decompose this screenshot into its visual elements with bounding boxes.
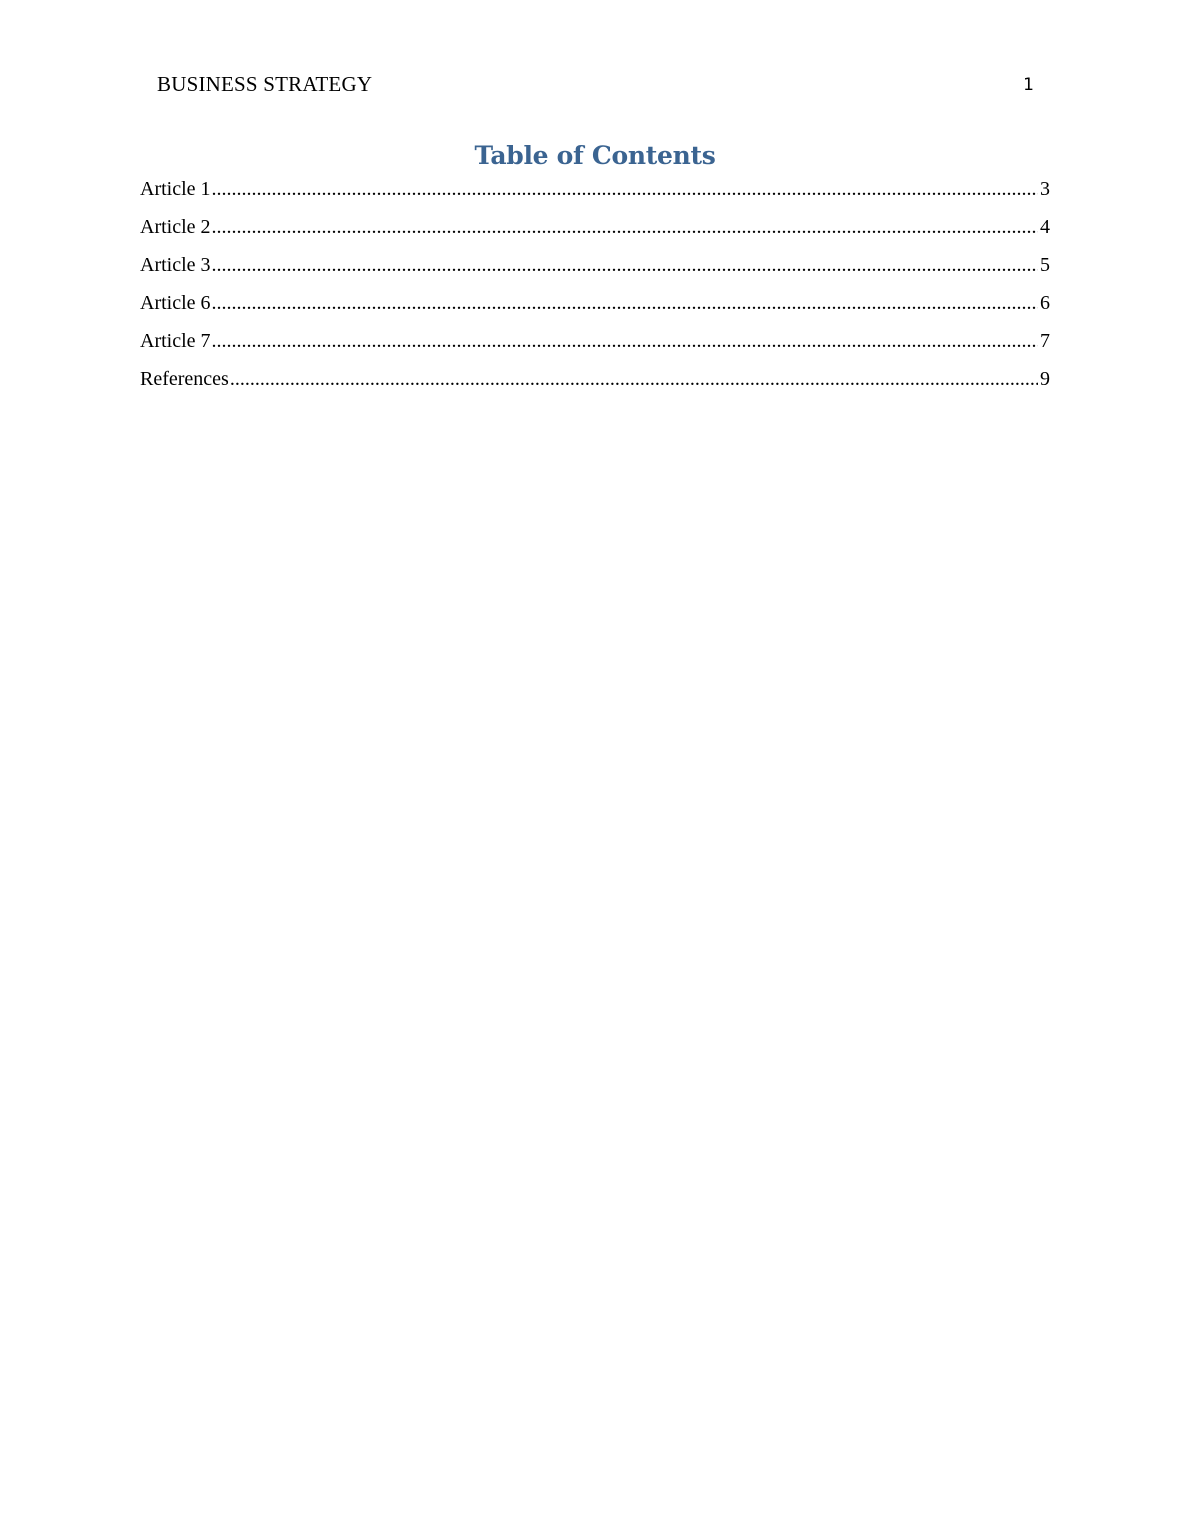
toc-entry-label: Article 7: [140, 330, 211, 352]
toc-entry-article-1[interactable]: [140, 176, 1050, 214]
toc-entry-label: Article 1: [140, 178, 211, 200]
toc-entry-article-6[interactable]: [140, 290, 1050, 328]
toc-entry-page: 7: [1040, 330, 1050, 352]
toc-entry-label: Article 3: [140, 254, 211, 276]
toc-entry-page: 3: [1040, 178, 1050, 200]
toc-entry-label: Article 2: [140, 216, 211, 238]
toc-entry-page: 6: [1040, 292, 1050, 314]
toc-entry-page: 9: [1040, 368, 1050, 390]
toc-dot-leader: [212, 252, 1038, 278]
toc-entry-references[interactable]: [140, 366, 1050, 404]
toc-dot-leader: [212, 214, 1038, 240]
toc-dot-leader: [212, 290, 1038, 316]
toc-heading: Table of Contents: [474, 141, 716, 170]
toc-entry-label: References: [140, 368, 229, 390]
header-page-number: 1: [1023, 75, 1034, 95]
toc-entry-article-2[interactable]: [140, 214, 1050, 252]
toc-entry-page: 5: [1040, 254, 1050, 276]
toc-entry-page: 4: [1040, 216, 1050, 238]
toc-dot-leader: [212, 176, 1038, 202]
toc-entry-article-7[interactable]: [140, 328, 1050, 366]
toc-entry-article-3[interactable]: [140, 252, 1050, 290]
toc-entry-label: Article 6: [140, 292, 211, 314]
toc-dot-leader: [212, 328, 1038, 354]
running-header-title: BUSINESS STRATEGY: [157, 72, 373, 96]
toc-dot-leader: [230, 366, 1038, 392]
table-of-contents: [140, 176, 1050, 404]
